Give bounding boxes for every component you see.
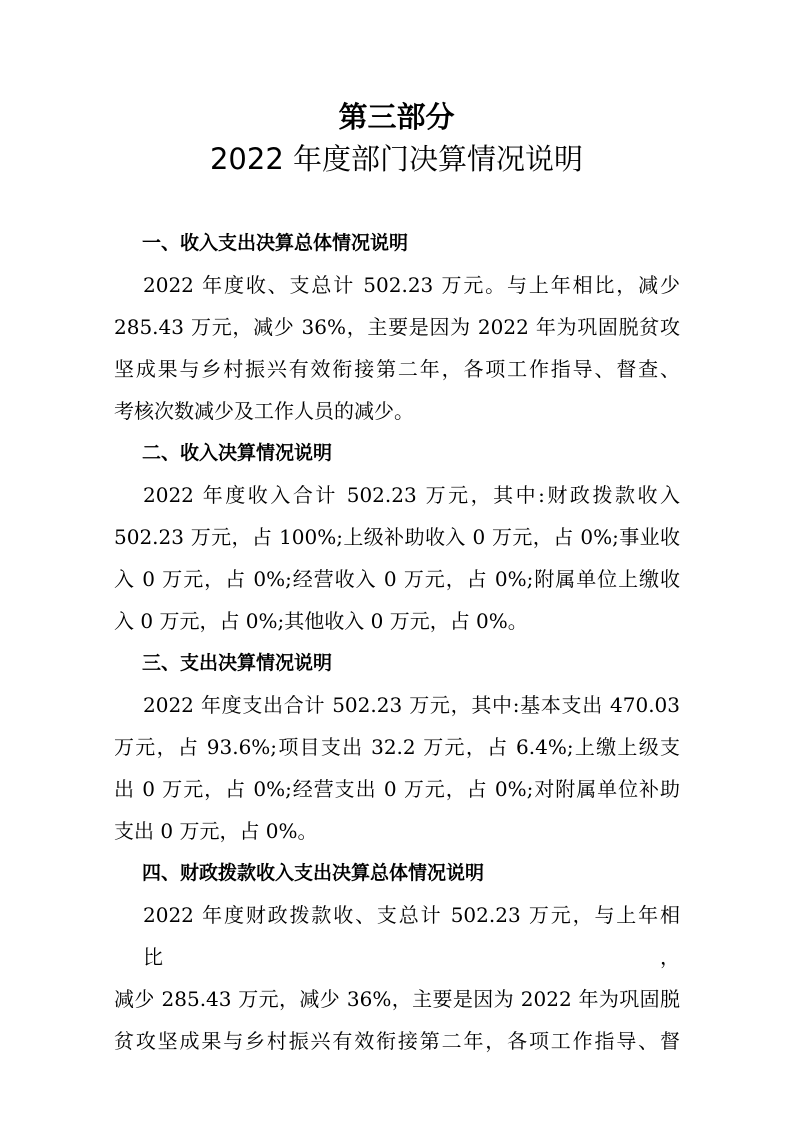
section-heading: 四、财政拨款收入支出决算总体情况说明 bbox=[142, 862, 485, 884]
text-line: 贫攻坚成果与乡村振兴有效衔接第二年，各项工作指导、督 bbox=[114, 1029, 680, 1053]
section-heading: 三、支出决算情况说明 bbox=[142, 652, 333, 674]
text-line: 入 0 万元，占 0%;其他收入 0 万元，占 0%。 bbox=[114, 609, 528, 633]
section-income-expenditure-overview bbox=[114, 222, 680, 432]
main-title: 2022 年度部门决算情况说明 bbox=[209, 142, 584, 176]
text-line: 2022 年度收入合计 502.23 万元，其中:财政拨款收入 bbox=[143, 483, 680, 507]
part-title: 第三部分 bbox=[338, 100, 455, 134]
text-line: 285.43 万元，减少 36%，主要是因为 2022 年为巩固脱贫攻 bbox=[114, 315, 680, 339]
text-line: 2022 年度财政拨款收、支总计 502.23 万元，与上年相比， bbox=[143, 903, 680, 969]
text-line: 2022 年度支出合计 502.23 万元，其中:基本支出 470.03 bbox=[143, 693, 680, 717]
document-body bbox=[114, 222, 680, 1062]
section-heading: 一、收入支出决算总体情况说明 bbox=[142, 232, 409, 254]
paragraph bbox=[114, 264, 680, 432]
section-heading: 二、收入决算情况说明 bbox=[142, 442, 333, 464]
paragraph bbox=[114, 684, 680, 852]
paragraph bbox=[114, 474, 680, 642]
section-fiscal-appropriation-overview bbox=[114, 852, 680, 1062]
text-line: 入 0 万元，占 0%;经营收入 0 万元，占 0%;附属单位上缴收 bbox=[114, 567, 680, 591]
text-line: 支出 0 万元，占 0%。 bbox=[114, 819, 318, 843]
text-line: 减少 285.43 万元，减少 36%，主要是因为 2022 年为巩固脱 bbox=[114, 987, 680, 1011]
text-line: 出 0 万元，占 0%;经营支出 0 万元，占 0%;对附属单位补助 bbox=[114, 777, 680, 801]
text-line: 2022 年度收、支总计 502.23 万元。与上年相比，减少 bbox=[143, 273, 680, 297]
text-line: 坚成果与乡村振兴有效衔接第二年，各项工作指导、督查、 bbox=[114, 357, 680, 381]
paragraph bbox=[114, 894, 680, 1062]
section-expenditure bbox=[114, 642, 680, 852]
text-line: 考核次数减少及工作人员的减少。 bbox=[114, 399, 414, 423]
text-line: 502.23 万元，占 100%;上级补助收入 0 万元，占 0%;事业收 bbox=[114, 525, 680, 549]
text-line: 万元，占 93.6%;项目支出 32.2 万元，占 6.4%;上缴上级支 bbox=[114, 735, 680, 759]
section-income bbox=[114, 432, 680, 642]
